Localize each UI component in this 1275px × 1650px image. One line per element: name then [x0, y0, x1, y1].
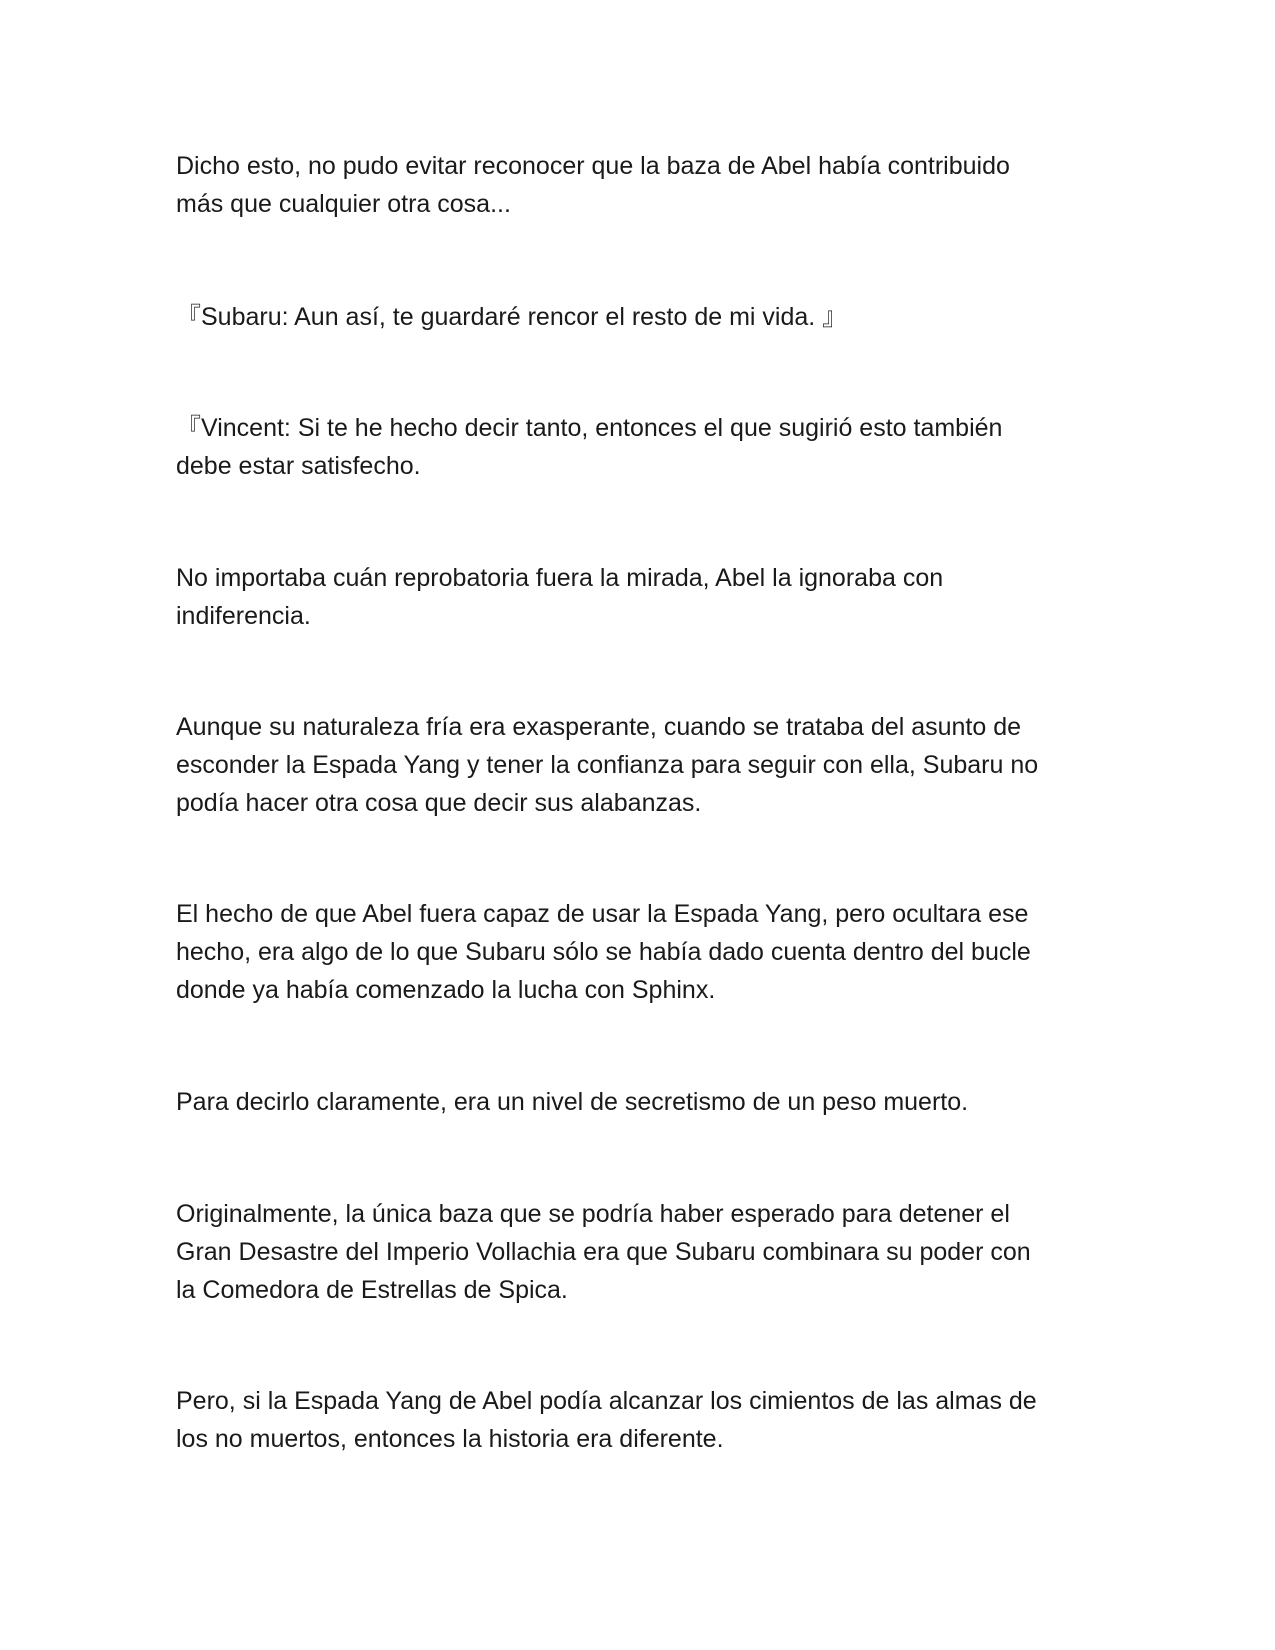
paragraph: Originalmente, la única baza que se podría haber esperado para detener el Gran Desastre del Imperio Vollachia era que Subaru combinara su poder con la Comedora de Estrellas de Spica.: [176, 1200, 1031, 1304]
paragraph: Aunque su naturaleza fría era exasperante, cuando se trataba del asunto de esconder la Espada Yang y tener la confianza para seguir con ella, Subaru no podía hacer otra cosa que decir sus alabanzas.: [176, 713, 1039, 817]
paragraph: Dicho esto, no pudo evitar reconocer que la baza de Abel había contribuido más que cualquier otra cosa...: [176, 152, 1010, 218]
paragraph: El hecho de que Abel fuera capaz de usar la Espada Yang, pero ocultara ese hecho, era algo de lo que Subaru sólo se había dado cuenta dentro del bucle donde ya había comenzado la lucha con Sphinx.: [176, 900, 1031, 1004]
dialogue-line-subaru: 『Subaru: Aun así, te guardaré rencor el resto de mi vida. 』: [176, 303, 848, 331]
paragraph: Pero, si la Espada Yang de Abel podía alcanzar los cimientos de las almas de los no muertos, entonces la historia era diferente.: [176, 1387, 1037, 1453]
paragraph: Para decirlo claramente, era un nivel de secretismo de un peso muerto.: [176, 1088, 969, 1116]
paragraph: No importaba cuán reprobatoria fuera la mirada, Abel la ignoraba con indiferencia.: [176, 564, 944, 630]
dialogue-line-vincent: 『Vincent: Si te he hecho decir tanto, entonces el que sugirió esto también debe estar satisfecho.: [176, 414, 1003, 480]
